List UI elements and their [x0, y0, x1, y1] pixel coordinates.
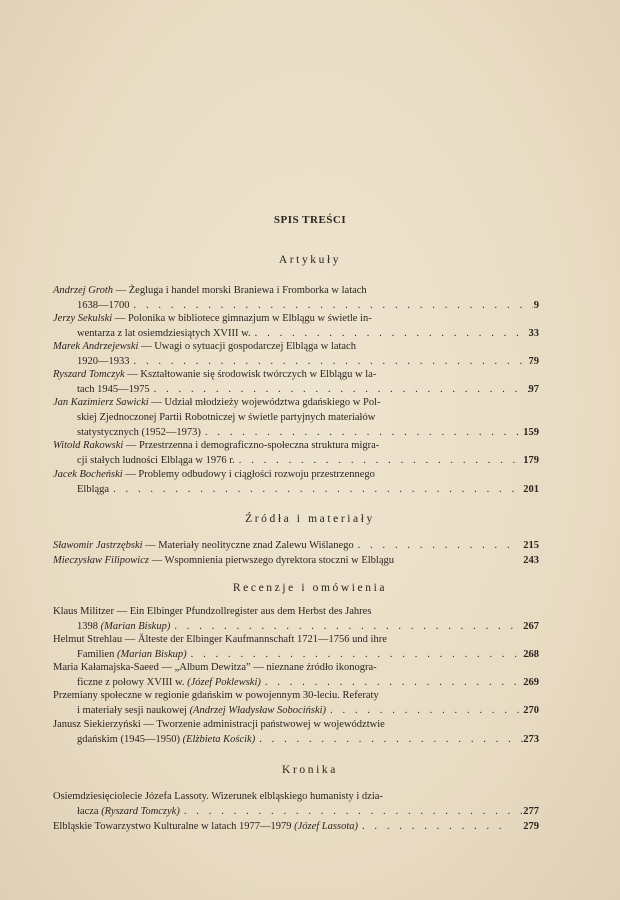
toc-entry [53, 367, 539, 397]
entry-page-number: 268 [523, 649, 539, 660]
entry-title-cont: ficzne z połowy XVIII w. [77, 677, 185, 688]
entry-page-number: 79 [528, 356, 539, 367]
entry-page-number: 277 [523, 806, 539, 817]
entry-title: Janusz Siekierzyński — Tworzenie administracji państwowej w województwie [53, 719, 385, 730]
entry-title: — Kształtowanie się środowisk twórczych w Elblągu w la- [127, 369, 377, 380]
toc-entry [53, 467, 539, 497]
entry-page-number: 279 [523, 821, 539, 832]
toc-entry [53, 717, 539, 747]
entry-author: Andrzej Groth [53, 285, 113, 296]
entry-page-number: 215 [523, 540, 539, 551]
entry-title: Elbląskie Towarzystwo Kulturalne w latach 1977—1979 [53, 821, 292, 832]
entry-title: Maria Kałamajska-Saeed — „Album Dewitza” — nieznane źródło ikonogra- [53, 662, 377, 673]
entry-title-cont: wentarza z lat osiemdziesiątych XVIII w. [77, 328, 251, 339]
entry-reviewer: (Józef Poklewski) [187, 677, 261, 688]
entry-page-number: 33 [528, 328, 539, 339]
toc-entry [53, 632, 539, 662]
entry-title: — Przestrzenna i demograficzno-społeczna struktura migra- [125, 440, 380, 451]
toc-entry [53, 438, 539, 468]
toc-entry [53, 395, 539, 440]
entry-title-cont: gdańskim (1945—1950) [77, 734, 180, 745]
entry-title: Osiemdziesięciolecie Józefa Lassoty. Wizerunek elbląskiego humanisty i dzia- [53, 791, 383, 802]
entry-author: Mieczysław Filipowicz [53, 555, 149, 566]
section-heading-articles: Artykuły [278, 254, 342, 266]
entry-title: — Żegluga i handel morski Braniewa i Fromborka w latach [115, 285, 367, 296]
section-heading-sources: Źródła i materiały [245, 513, 375, 525]
entry-reviewer: (Andrzej Władysław Sobociński) [189, 705, 327, 716]
entry-title: — Udział młodzieży województwa gdańskiego w Pol- [151, 397, 381, 408]
toc-entry [53, 604, 539, 634]
entry-author: Ryszard Tomczyk [53, 369, 125, 380]
toc-entry [53, 789, 539, 819]
toc-entry [53, 311, 539, 341]
entry-reviewer: (Ryszard Tomczyk) [101, 806, 180, 817]
entry-title-cont: 1920—1933 [77, 356, 130, 367]
entry-title-cont: tach 1945—1975 [77, 384, 150, 395]
entry-page-number: 9 [533, 300, 539, 311]
entry-title-cont: łacza [77, 806, 99, 817]
entry-author: Jan Kazimierz Sawicki [53, 397, 149, 408]
entry-reviewer: (Józef Lassota) [294, 821, 358, 832]
toc-entry [53, 283, 539, 313]
entry-title-cont: 1638—1700 [77, 300, 130, 311]
entry-page-number: 159 [523, 427, 539, 438]
entry-author: Jerzy Sekulski [53, 313, 113, 324]
entry-author: Sławomir Jastrzębski [53, 540, 143, 551]
entry-page-number: 179 [523, 455, 539, 466]
entry-page-number: 273 [523, 734, 539, 745]
entry-title: Helmut Strehlau — Älteste der Elbinger Kaufmannschaft 1721—1756 und ihre [53, 634, 387, 645]
entry-reviewer: (Marian Biskup) [116, 649, 187, 660]
entry-author: Jacek Bocheński [53, 469, 123, 480]
entry-reviewer: (Elżbieta Kościk) [182, 734, 256, 745]
entry-page-number: 243 [523, 555, 539, 566]
entry-page-number: 270 [523, 705, 539, 716]
entry-title: — Wspomnienia pierwszego dyrektora stoczni w Elblągu [151, 555, 394, 566]
entry-title-cont: Elbląga [77, 484, 110, 495]
entry-page-number: 201 [523, 484, 539, 495]
toc-entry [53, 339, 539, 369]
entry-title-cont: skiej Zjednoczonej Partii Robotniczej w świetle partyjnych materiałów [77, 412, 376, 423]
entry-page-number: 269 [523, 677, 539, 688]
entry-title-cont: statystycznych (1952—1973) [77, 427, 201, 438]
toc-entry [53, 538, 539, 553]
toc-entry [53, 819, 539, 834]
section-heading-reviews: Recenzje i omówienia [232, 582, 388, 594]
section-heading-chronicle: Kronika [282, 764, 338, 776]
entry-title-cont: Familien [77, 649, 115, 660]
entry-title-cont: cji stałych ludności Elbląga w 1976 r. [77, 455, 235, 466]
entry-title: — Polonika w bibliotece gimnazjum w Elblągu w świetle in- [114, 313, 372, 324]
entry-title: Klaus Militzer — Ein Elbinger Pfundzollregister aus dem Herbst des Jahres [53, 606, 372, 617]
entry-title: — Materiały neolityczne znad Zalewu Wiślanego [145, 540, 354, 551]
entry-title-cont: 1398 [77, 621, 98, 632]
entry-author: Witold Rakowski [53, 440, 124, 451]
entry-title: Przemiany społeczne w regionie gdańskim w powojennym 30-leciu. Referaty [53, 690, 379, 701]
entry-page-number: 267 [523, 621, 539, 632]
toc-entry [53, 553, 539, 568]
page-title: SPIS TREŚCI [273, 214, 347, 226]
entry-page-number: 97 [528, 384, 539, 395]
toc-entry [53, 660, 539, 690]
entry-title: — Problemy odbudowy i ciągłości rozwoju przestrzennego [125, 469, 375, 480]
entry-title-cont: i materiały sesji naukowej [77, 705, 187, 716]
entry-author: Marek Andrzejewski [53, 341, 139, 352]
entry-title: — Uwagi o sytuacji gospodarczej Elbląga w latach [141, 341, 356, 352]
entry-reviewer: (Marian Biskup) [100, 621, 171, 632]
toc-entry [53, 688, 539, 718]
